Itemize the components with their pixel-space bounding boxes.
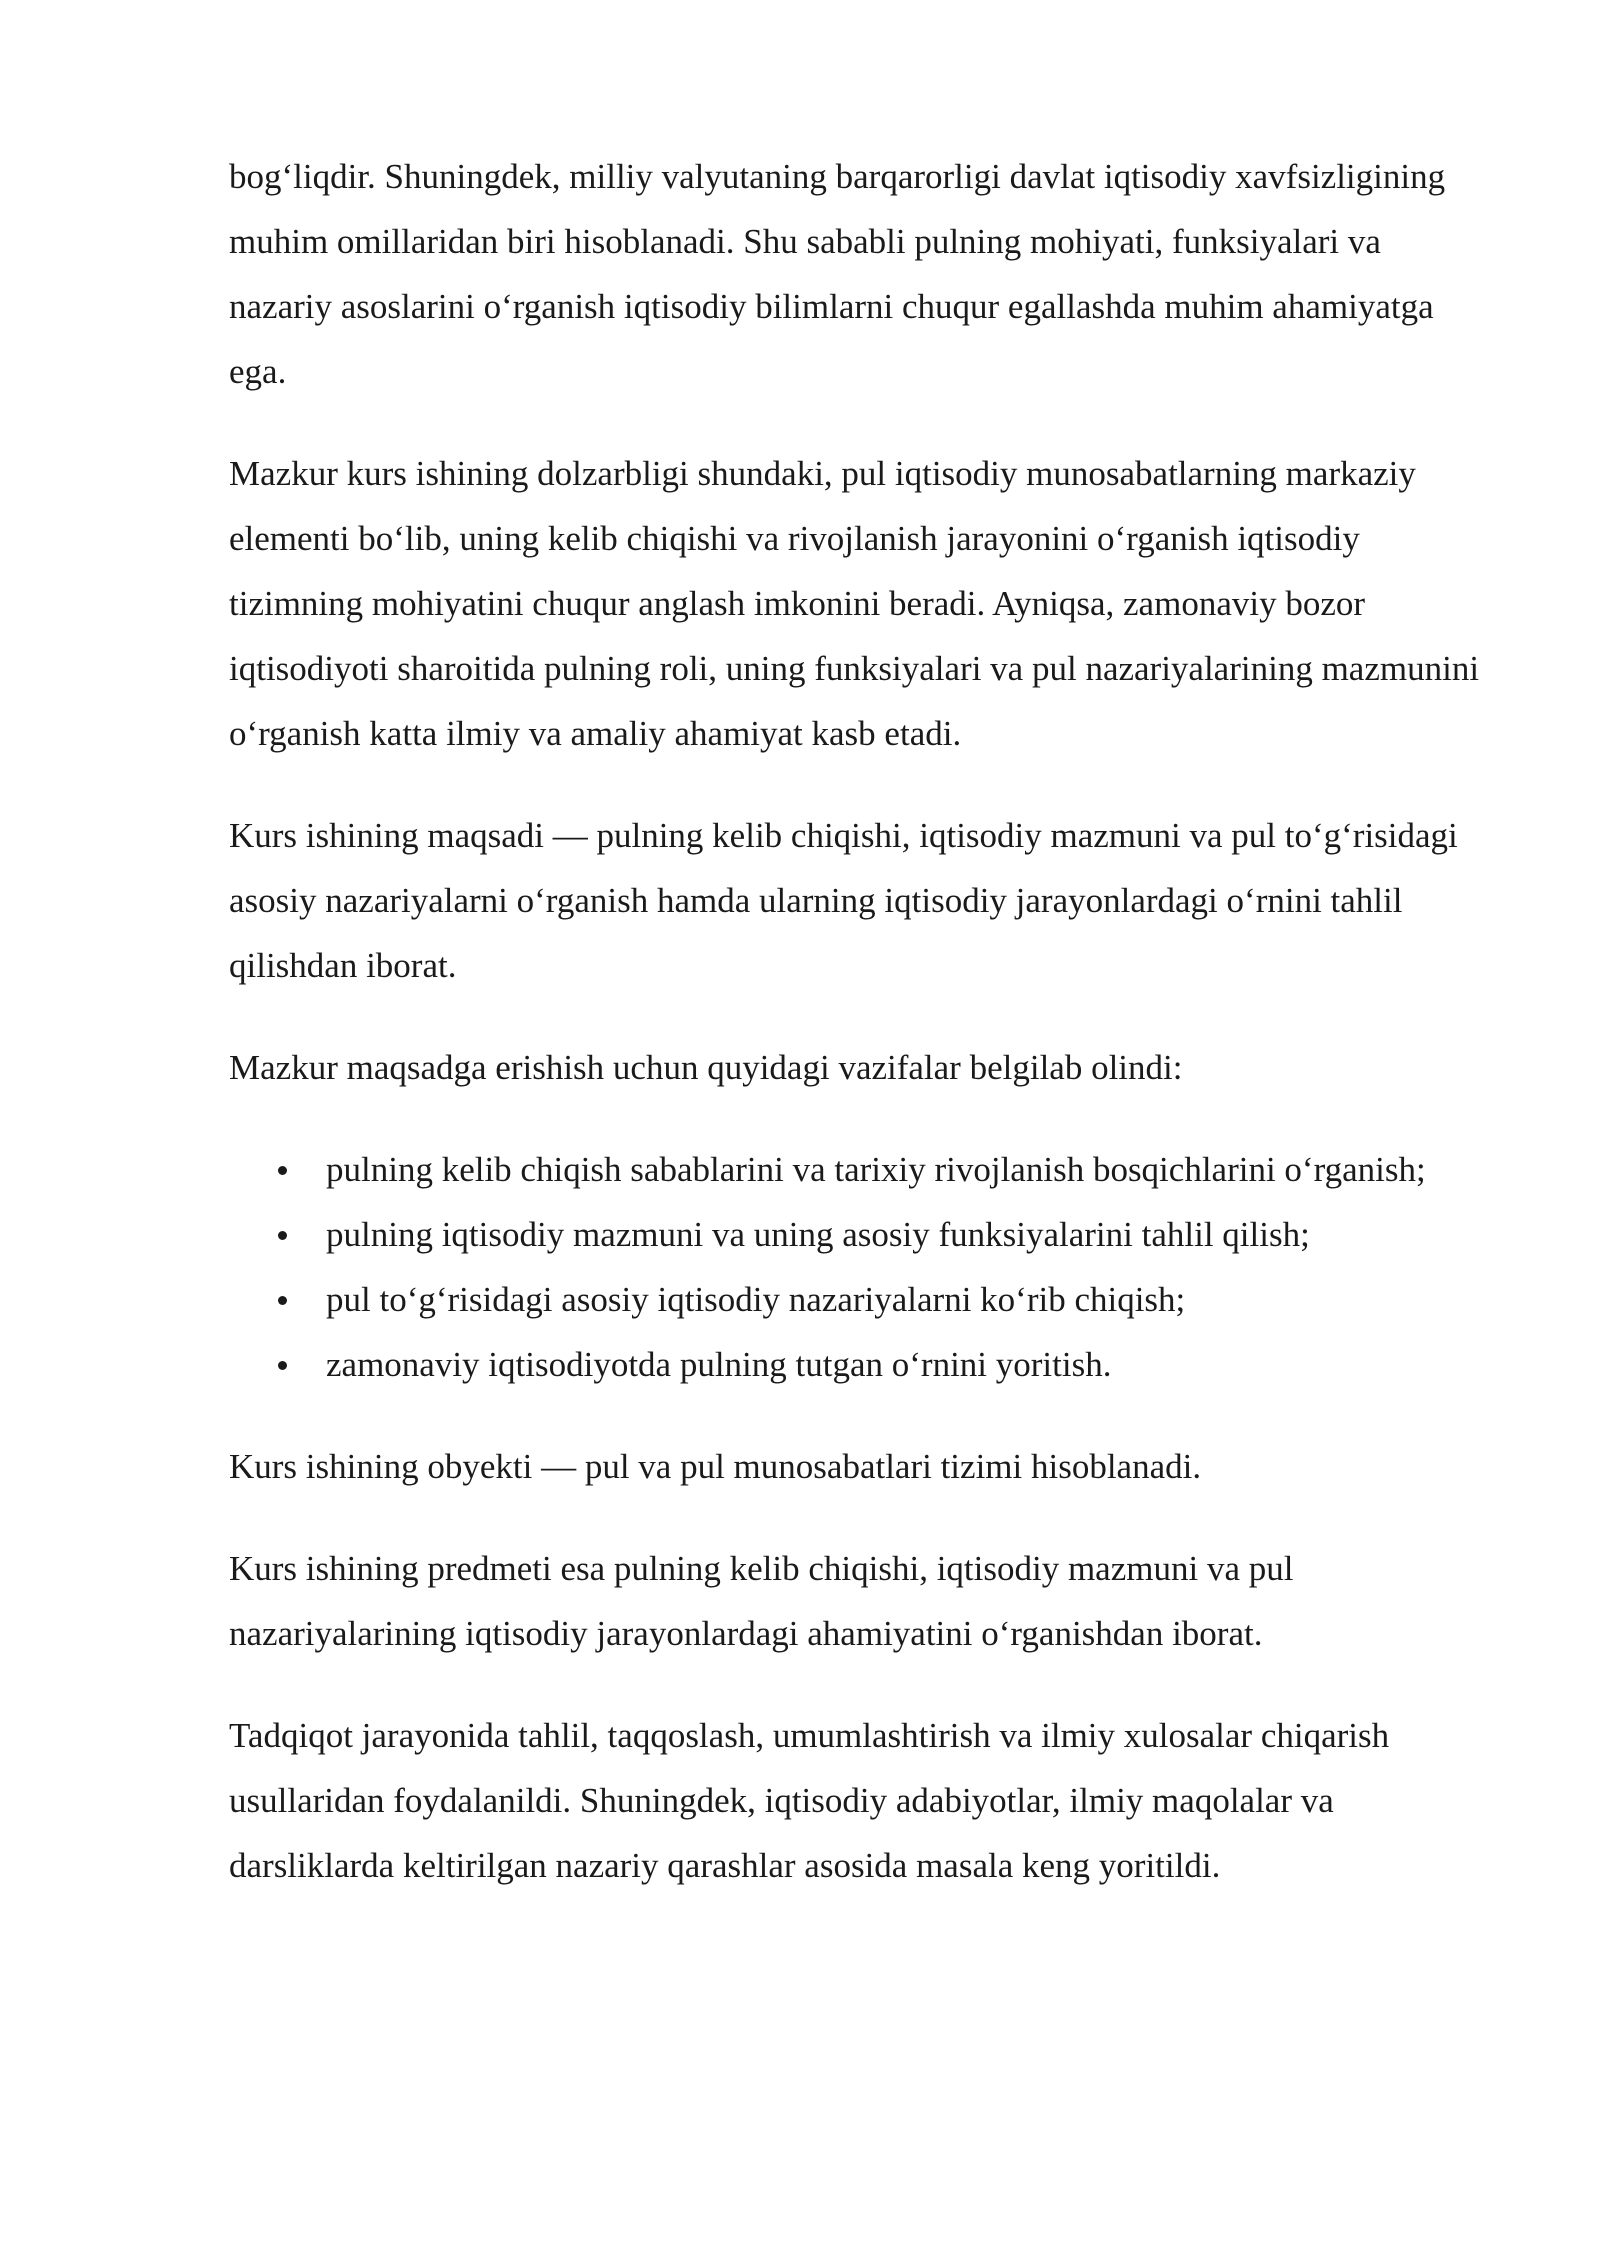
tasks-list [229,1137,1489,1397]
list-item-text: zamonaviy iqtisodiyotda pulning tutgan o‘rnini yoritish. [326,1345,1112,1384]
list-item [229,1332,1489,1397]
bullet-icon [278,1166,287,1175]
list-item-text: pulning kelib chiqish sabablarini va tarixiy rivojlanish bosqichlarini o‘rganish; [326,1150,1426,1189]
list-item-text: pulning iqtisodiy mazmuni va uning asosiy funksiyalarini tahlil qilish; [326,1215,1310,1254]
paragraph-intro-continuation: bog‘liqdir. Shuningdek, milliy valyutaning barqarorligi davlat iqtisodiy xavfsizligining muhim omillaridan biri hisoblanadi. Shu sababli pulning mohiyati, funksiyalari va nazariy asoslarini o‘rganish iqtisodiy bilimlarni chuqur egallashda muhim ahamiyatga ega. [229,157,1446,391]
list-item [229,1137,1489,1202]
bullet-icon [278,1361,287,1370]
paragraph-subject: Kurs ishining predmeti esa pulning kelib chiqishi, iqtisodiy mazmuni va pul nazariyalarining iqtisodiy jarayonlardagi ahamiyatini o‘rganishdan iborat. [229,1549,1294,1653]
bullet-icon [278,1296,287,1305]
paragraph-goal: Kurs ishining maqsadi — pulning kelib chiqishi, iqtisodiy mazmuni va pul to‘g‘risidagi asosiy nazariyalarni o‘rganish hamda ularning iqtisodiy jarayonlardagi o‘rnini tahlil qilishdan iborat. [229,816,1458,985]
paragraph-relevance: Mazkur kurs ishining dolzarbligi shundaki, pul iqtisodiy munosabatlarning markaziy elementi bo‘lib, uning kelib chiqishi va rivojlanish jarayonini o‘rganish iqtisodiy tizimning mohiyatini chuqur anglash imkonini beradi. Ayniqsa, zamonaviy bozor iqtisodiyoti sharoitida pulning roli, uning funksiyalari va pul nazariyalarining mazmunini o‘rganish katta ilmiy va amaliy ahamiyat kasb etadi. [229,454,1480,753]
list-item [229,1267,1489,1332]
list-item [229,1202,1489,1267]
paragraph-object: Kurs ishining obyekti — pul va pul munosabatlari tizimi hisoblanadi. [229,1447,1202,1486]
bullet-icon [278,1231,287,1240]
list-item-text: pul to‘g‘risidagi asosiy iqtisodiy nazariyalarni ko‘rib chiqish; [326,1280,1186,1319]
paragraph-methods: Tadqiqot jarayonida tahlil, taqqoslash, umumlashtirish va ilmiy xulosalar chiqarish usullaridan foydalanildi. Shuningdek, iqtisodiy adabiyotlar, ilmiy maqolalar va darsliklarda keltirilgan nazariy qarashlar asosida masala keng yoritildi. [229,1716,1390,1885]
document-page [229,144,1489,1935]
paragraph-tasks-intro: Mazkur maqsadga erishish uchun quyidagi vazifalar belgilab olindi: [229,1048,1183,1087]
